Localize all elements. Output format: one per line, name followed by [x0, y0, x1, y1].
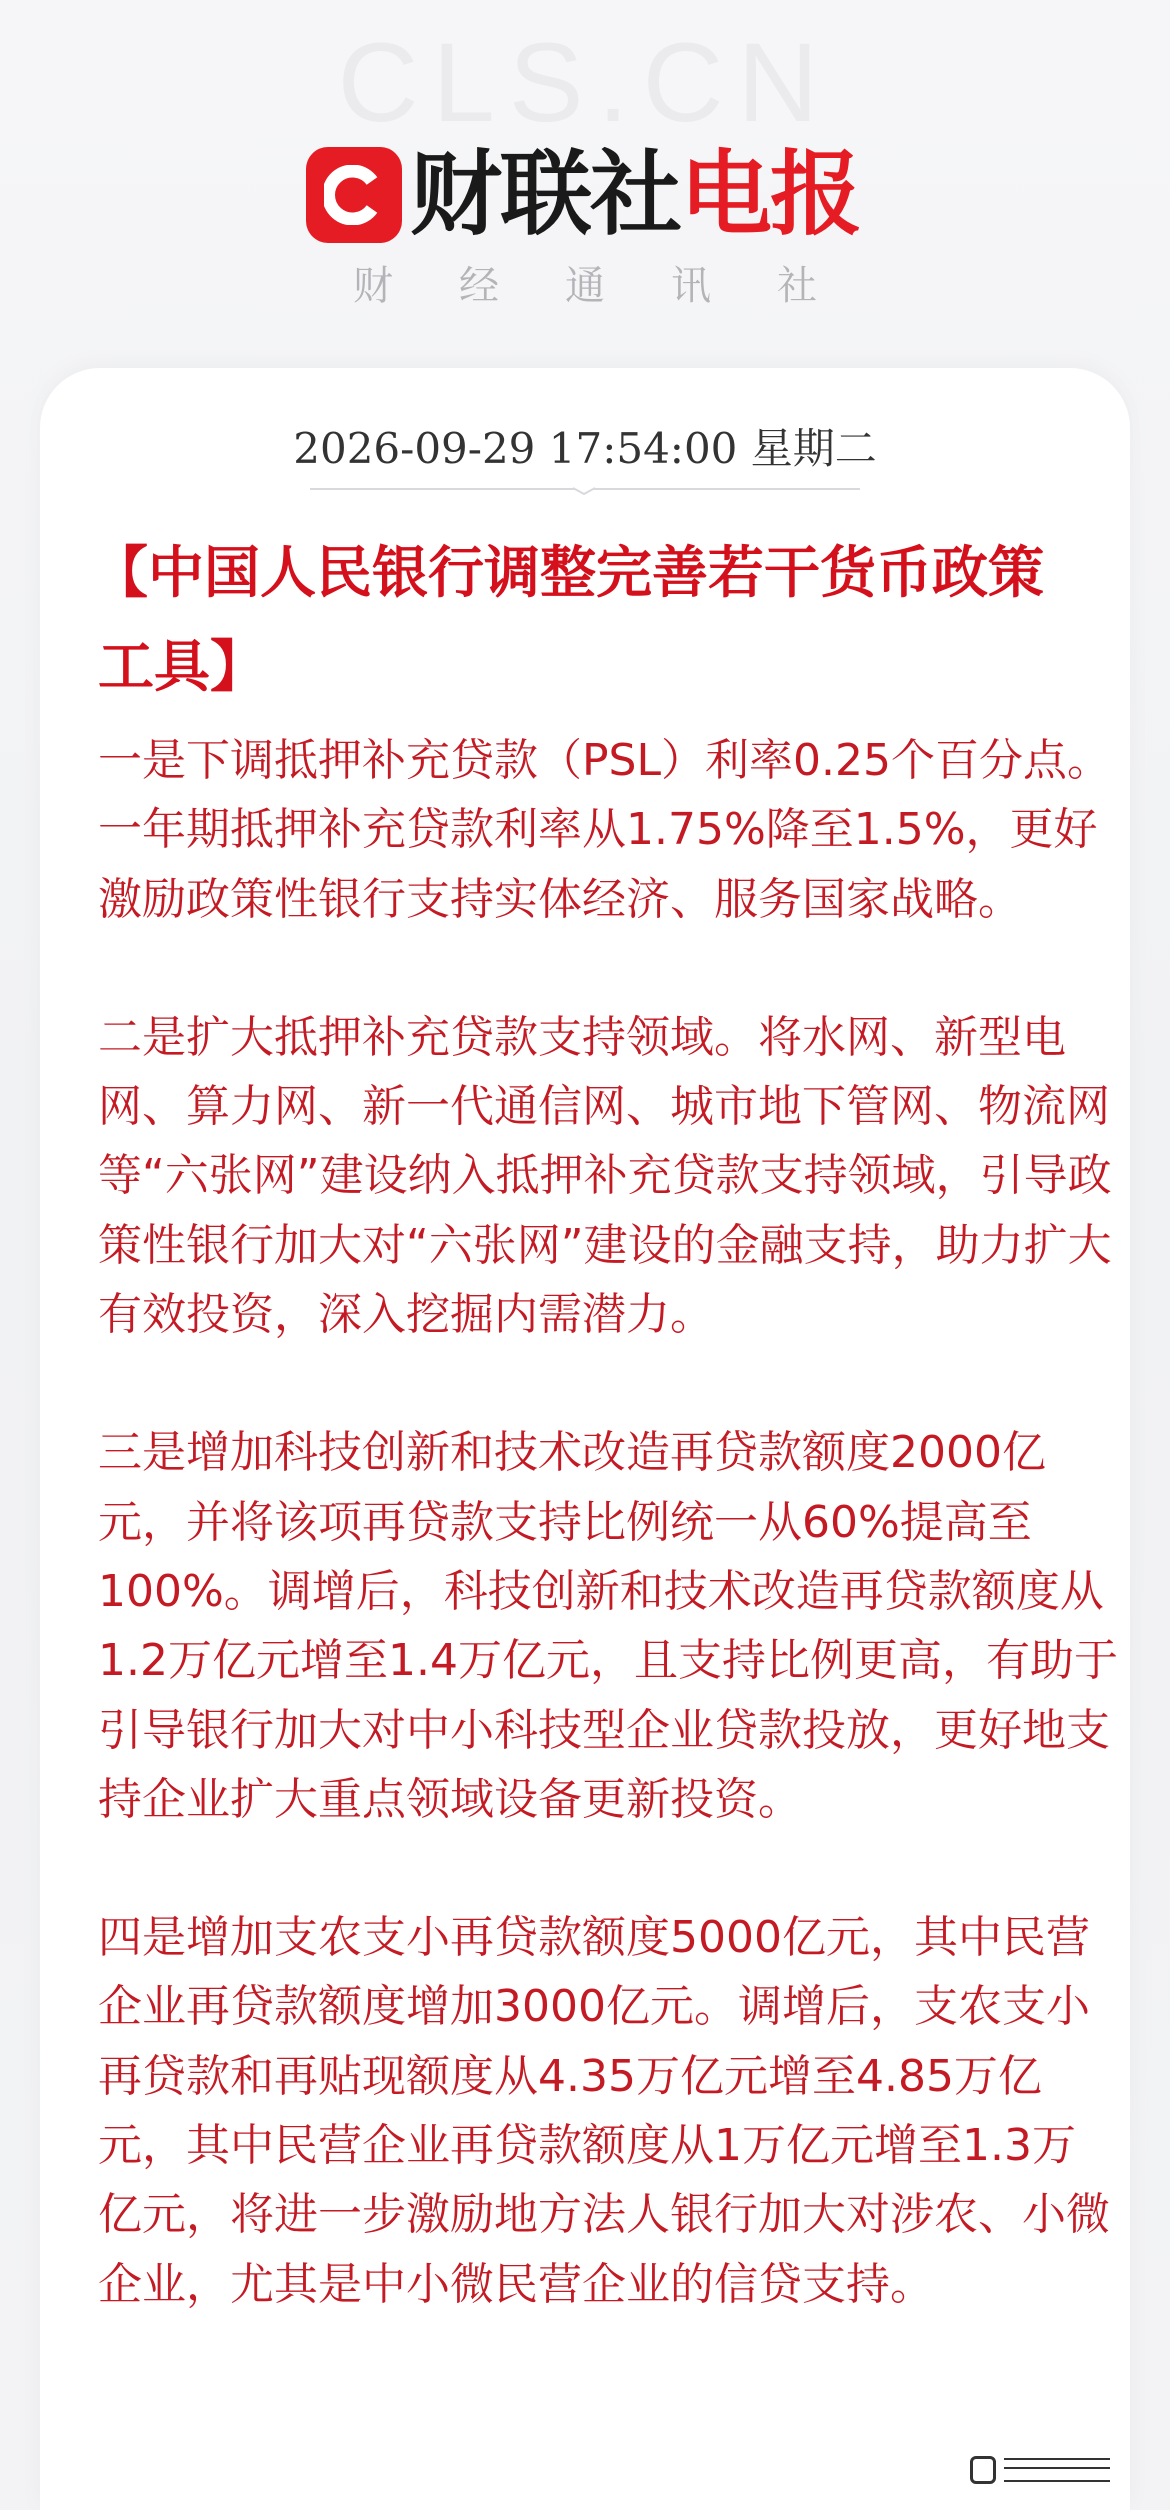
article-timestamp: 2026-09-29 17:54:00 星期二: [293, 424, 877, 473]
article-paragraph: 四是增加支农支小再贷款额度5000亿元，其中民营企业再贷款额度增加3000亿元。调增后，支农支小再贷款和再贴现额度从4.35万亿元增至4.85万亿元，其中民营企业再贷款额度从1万亿元增至1.3万亿元，将进一步激励地方法人银行加大对涉农、小微企业，尤其是中小微民营企业的信贷支持。: [98, 1912, 1110, 2310]
brand-suffix: 电报: [680, 141, 861, 248]
reader-pill-icon: [970, 2456, 996, 2484]
divider-notch-icon: [573, 481, 595, 495]
timestamp-wrap: [40, 416, 1130, 490]
reader-mode-icon[interactable]: [970, 2450, 1110, 2490]
brand-name: 财联社: [410, 141, 681, 248]
article-card: [40, 368, 1130, 2510]
article-paragraph: 三是增加科技创新和技术改造再贷款额度2000亿元，并将该项再贷款支持比例统一从60%提高至100%。调增后，科技创新和技术改造再贷款额度从1.2万亿元增至1.4万亿元，且支持比例更高，有助于引导银行加大对中小科技型企业贷款投放，更好地支持企业扩大重点领域设备更新投资。: [98, 1427, 1118, 1825]
brand-tagline: 财经通讯社: [353, 263, 883, 309]
watermark: CLS.CN: [337, 20, 833, 145]
brand-header: [306, 140, 860, 250]
article-paragraph: 一是下调抵押补充贷款（PSL）利率0.25个百分点。一年期抵押补充贷款利率从1.75%降至1.5%，更好激励政策性银行支持实体经济、服务国家战略。: [98, 735, 1111, 925]
c-letter-icon: [324, 165, 384, 225]
article-headline: 【中国人民银行调整完善若干货币政策工具】: [92, 540, 1044, 700]
brand-logo-icon: [306, 147, 402, 243]
article-paragraph: 二是扩大抵押补充贷款支持领域。将水网、新型电网、算力网、新一代通信网、城市地下管网、物流网等“六张网”建设纳入抵押补充贷款支持领域，引导政策性银行加大对“六张网”建设的金融支持，助力扩大有效投资，深入挖掘内需潜力。: [98, 1011, 1112, 1341]
reader-lines-icon: [1004, 2458, 1110, 2482]
article-body: [98, 726, 1118, 2388]
